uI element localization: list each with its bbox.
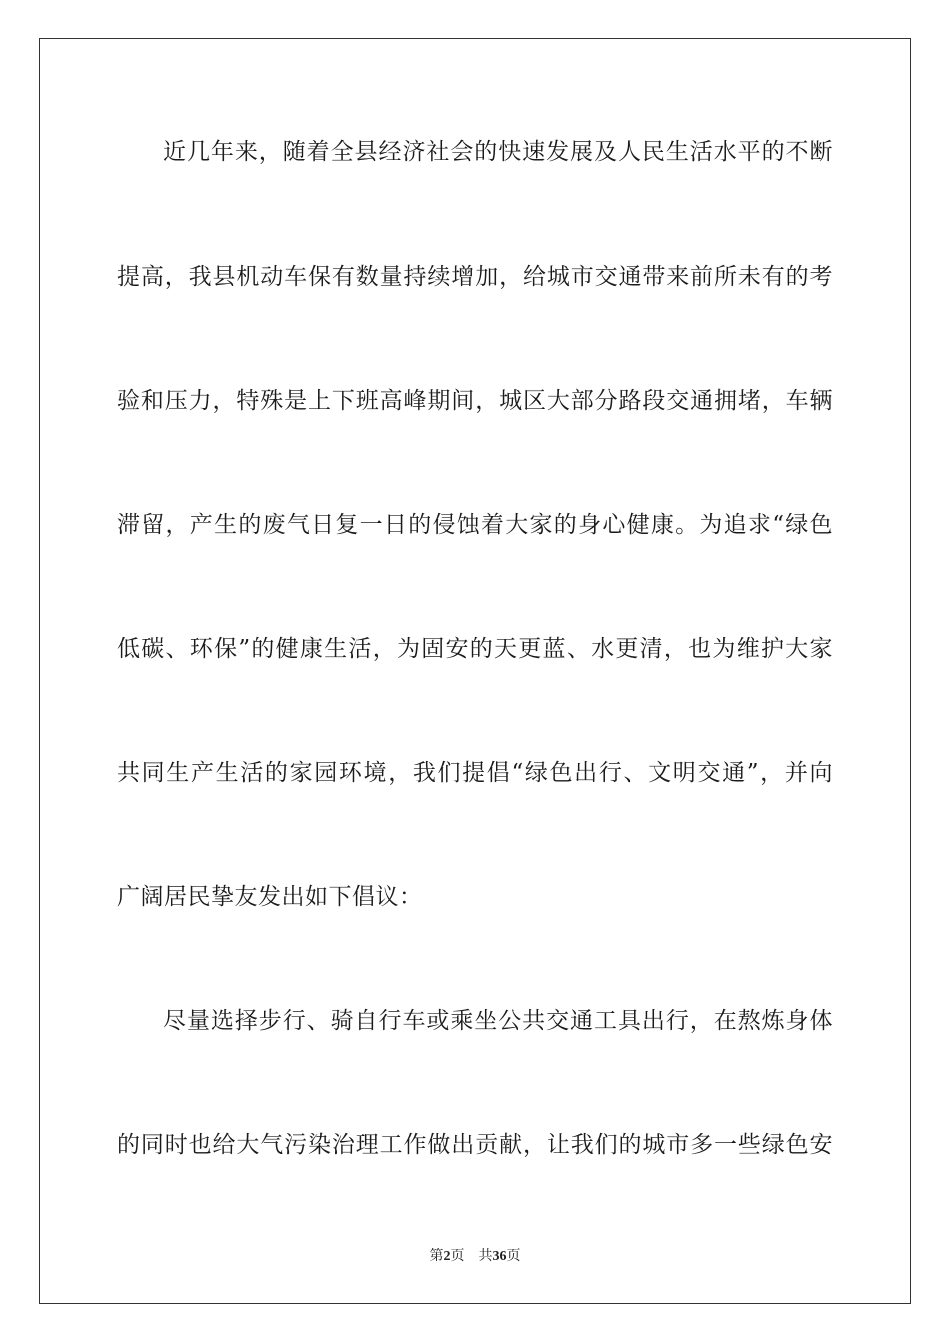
page-suffix: 页 — [450, 1248, 465, 1264]
page-border — [39, 38, 911, 1304]
page-number: 2 — [443, 1249, 451, 1264]
page-footer — [0, 1246, 950, 1267]
paragraph-line: 提高，我县机动车保有数量持续增加，给城市交通带来前所未有的考 — [117, 264, 833, 290]
paragraph-line: 的同时也给大气污染治理工作做出贡献，让我们的城市多一些绿色安 — [117, 1132, 833, 1158]
paragraph-line: 共同生产生活的家园环境，我们提倡“绿色出行、文明交通”，并向 — [117, 760, 833, 786]
paragraph-line: 广阔居民挚友发出如下倡议： — [117, 884, 423, 910]
paragraph-line: 近几年来，随着全县经济社会的快速发展及人民生活水平的不断 — [163, 139, 833, 165]
paragraph-line: 验和压力，特殊是上下班高峰期间，城区大部分路段交通拥堵，车辆 — [117, 388, 833, 414]
total-prefix: 共 — [478, 1248, 493, 1264]
total-suffix: 页 — [506, 1248, 521, 1264]
paragraph-line: 滞留，产生的废气日复一日的侵蚀着大家的身心健康。为追求“绿色 — [117, 512, 833, 538]
paragraph-line: 尽量选择步行、骑自行车或乘坐公共交通工具出行，在熬炼身体 — [163, 1008, 833, 1034]
page-prefix: 第 — [429, 1248, 444, 1264]
total-pages: 36 — [492, 1249, 507, 1264]
paragraph-line: 低碳、环保”的健康生活，为固安的天更蓝、水更清，也为维护大家 — [117, 636, 833, 662]
